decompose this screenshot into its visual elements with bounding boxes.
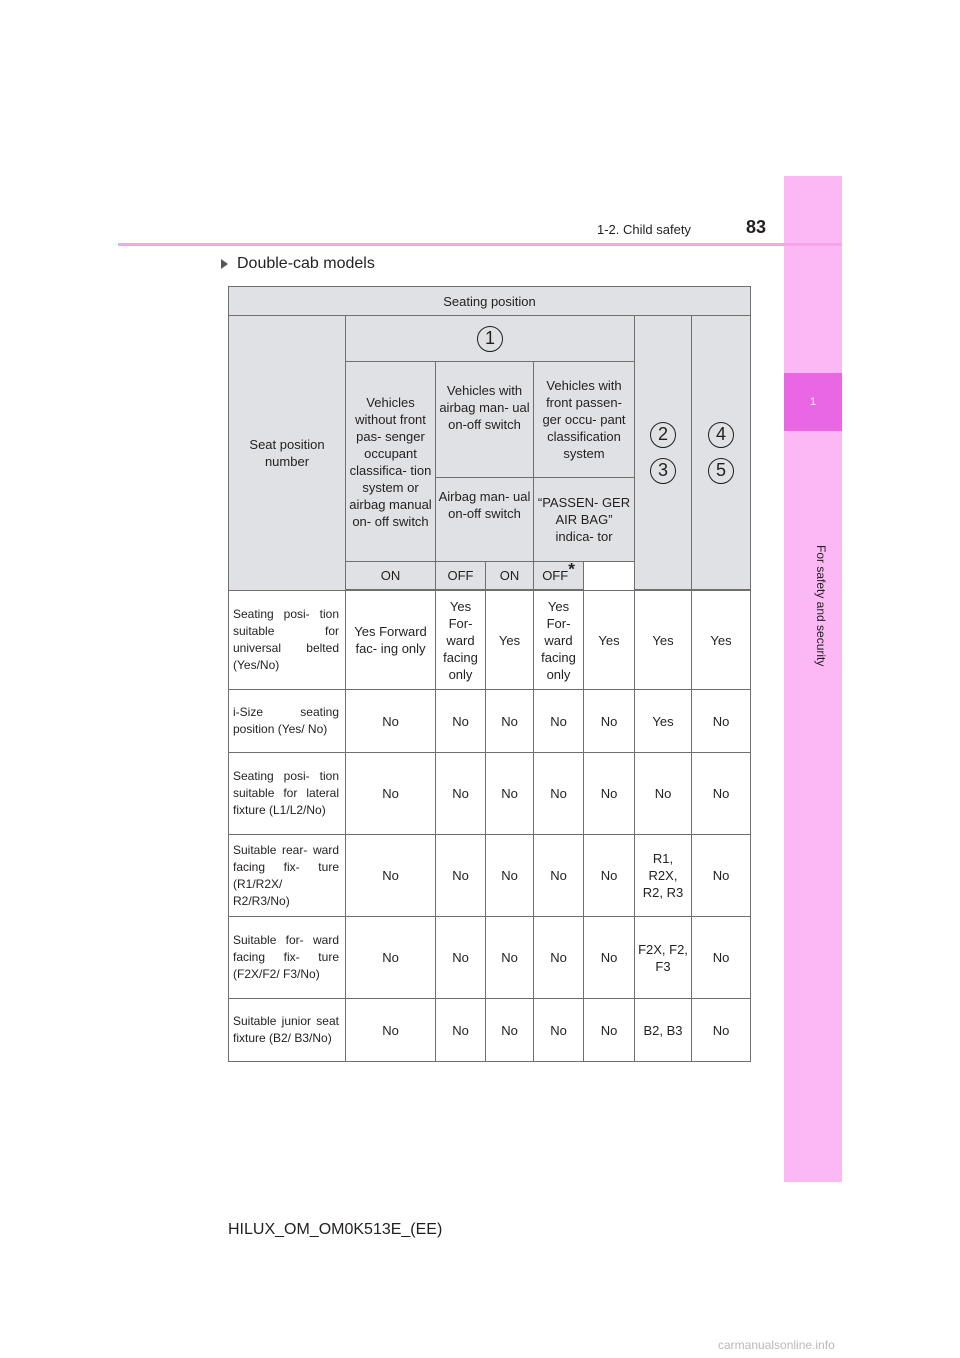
row-label: Suitable for- ward facing fix- ture (F2X/F2/ F3/No)	[229, 917, 346, 999]
table-cell: Yes	[635, 690, 692, 753]
state-off-1: OFF	[436, 562, 486, 590]
table-row	[229, 917, 751, 999]
table-cell: Yes	[486, 591, 534, 690]
col-vehicles-without: Vehicles without front pas- senger occupant classifica- tion system or airbag manual on- off switch	[346, 362, 436, 562]
col-vehicles-with-switch: Vehicles with airbag man- ual on-off switch	[436, 362, 534, 478]
table-cell: No	[534, 917, 584, 999]
table-cell: No	[436, 753, 486, 835]
table-row	[229, 690, 751, 753]
table-cell: No	[346, 690, 436, 753]
state-on-1: ON	[346, 562, 436, 590]
seat-position-label: Seat position number	[229, 316, 346, 591]
seat-1-circle-icon: 1	[477, 326, 503, 352]
table-cell: No	[584, 999, 635, 1062]
table-cell: No	[534, 690, 584, 753]
state-on-2: ON	[486, 562, 534, 590]
seat-3-circle-icon: 3	[650, 458, 676, 484]
row-label: Suitable junior seat fixture (B2/ B3/No)	[229, 999, 346, 1062]
seat-1-header	[346, 316, 635, 362]
table-cell: No	[436, 690, 486, 753]
table-row	[229, 753, 751, 835]
table-cell: Yes	[584, 591, 635, 690]
table-row	[229, 591, 751, 690]
header-divider	[118, 243, 842, 246]
seat-2-circle-icon: 2	[650, 422, 676, 448]
col-vehicles-with-classification: Vehicles with front passen- ger occu- pant classification system	[534, 362, 635, 478]
state-off-2	[534, 559, 584, 590]
table-cell: No	[486, 917, 534, 999]
seat-2-3-header	[635, 316, 692, 590]
seat-4-circle-icon: 4	[708, 422, 734, 448]
table-cell: No	[436, 999, 486, 1062]
table-cell: No	[346, 999, 436, 1062]
table-cell: No	[346, 835, 436, 917]
table-cell: No	[436, 835, 486, 917]
chapter-number: 1	[784, 373, 842, 431]
table-cell: No	[692, 753, 751, 835]
table-cell: No	[486, 690, 534, 753]
seat-5-circle-icon: 5	[708, 458, 734, 484]
chapter-side-tab	[784, 176, 842, 1182]
table-cell: No	[584, 753, 635, 835]
table-cell: No	[584, 835, 635, 917]
chapter-title: For safety and security	[814, 545, 828, 667]
table-cell: Yes For- ward facing only	[534, 591, 584, 690]
table-cell: Yes For- ward facing only	[436, 591, 486, 690]
row-label: Seating posi- tion suitable for lateral fixture (L1/L2/No)	[229, 753, 346, 835]
table-cell: No	[486, 753, 534, 835]
table-cell: No	[486, 835, 534, 917]
watermark: carmanualsonline.info	[718, 1338, 835, 1352]
subheading-text: Double-cab models	[237, 255, 375, 272]
table-cell: No	[534, 753, 584, 835]
table-cell: No	[635, 753, 692, 835]
triangle-bullet-icon	[221, 259, 228, 269]
row-label: Suitable rear- ward facing fix- ture (R1/R2X/ R2/R3/No)	[229, 835, 346, 917]
document-footer: HILUX_OM_OM0K513E_(EE)	[228, 1221, 443, 1238]
page-number: 83	[746, 217, 767, 237]
subheading	[221, 255, 375, 273]
table-cell: No	[692, 999, 751, 1062]
table-cell: No	[486, 999, 534, 1062]
table-cell: Yes Forward fac- ing only	[346, 591, 436, 690]
table-cell: No	[584, 690, 635, 753]
table-cell: No	[346, 917, 436, 999]
table-title: Seating position	[229, 287, 751, 316]
table-cell: No	[534, 999, 584, 1062]
seating-position-table	[228, 286, 751, 1062]
state-off-2-text: OFF	[542, 568, 569, 583]
section-title: 1-2. Child safety	[597, 222, 691, 237]
table-cell: B2, B3	[635, 999, 692, 1062]
table-cell: Yes	[635, 591, 692, 690]
table-cell: No	[534, 835, 584, 917]
table-cell: F2X, F2, F3	[635, 917, 692, 999]
table-cell: No	[584, 917, 635, 999]
table-cell: R1, R2X, R2, R3	[635, 835, 692, 917]
table-row	[229, 835, 751, 917]
table-row	[229, 999, 751, 1062]
table-cell: No	[692, 917, 751, 999]
seat-4-5-header	[692, 316, 751, 590]
footnote-star: *	[568, 559, 575, 579]
row-label: Seating posi- tion suitable for universal belted (Yes/No)	[229, 591, 346, 690]
table-cell: No	[692, 690, 751, 753]
table-cell: No	[692, 835, 751, 917]
table-cell: Yes	[692, 591, 751, 690]
col-indicator: “PASSEN- GER AIR BAG” indica- tor	[534, 478, 635, 562]
col-airbag-switch: Airbag man- ual on-off switch	[436, 478, 534, 562]
table-cell: No	[346, 753, 436, 835]
row-label: i-Size seating position (Yes/ No)	[229, 690, 346, 753]
table-cell: No	[436, 917, 486, 999]
